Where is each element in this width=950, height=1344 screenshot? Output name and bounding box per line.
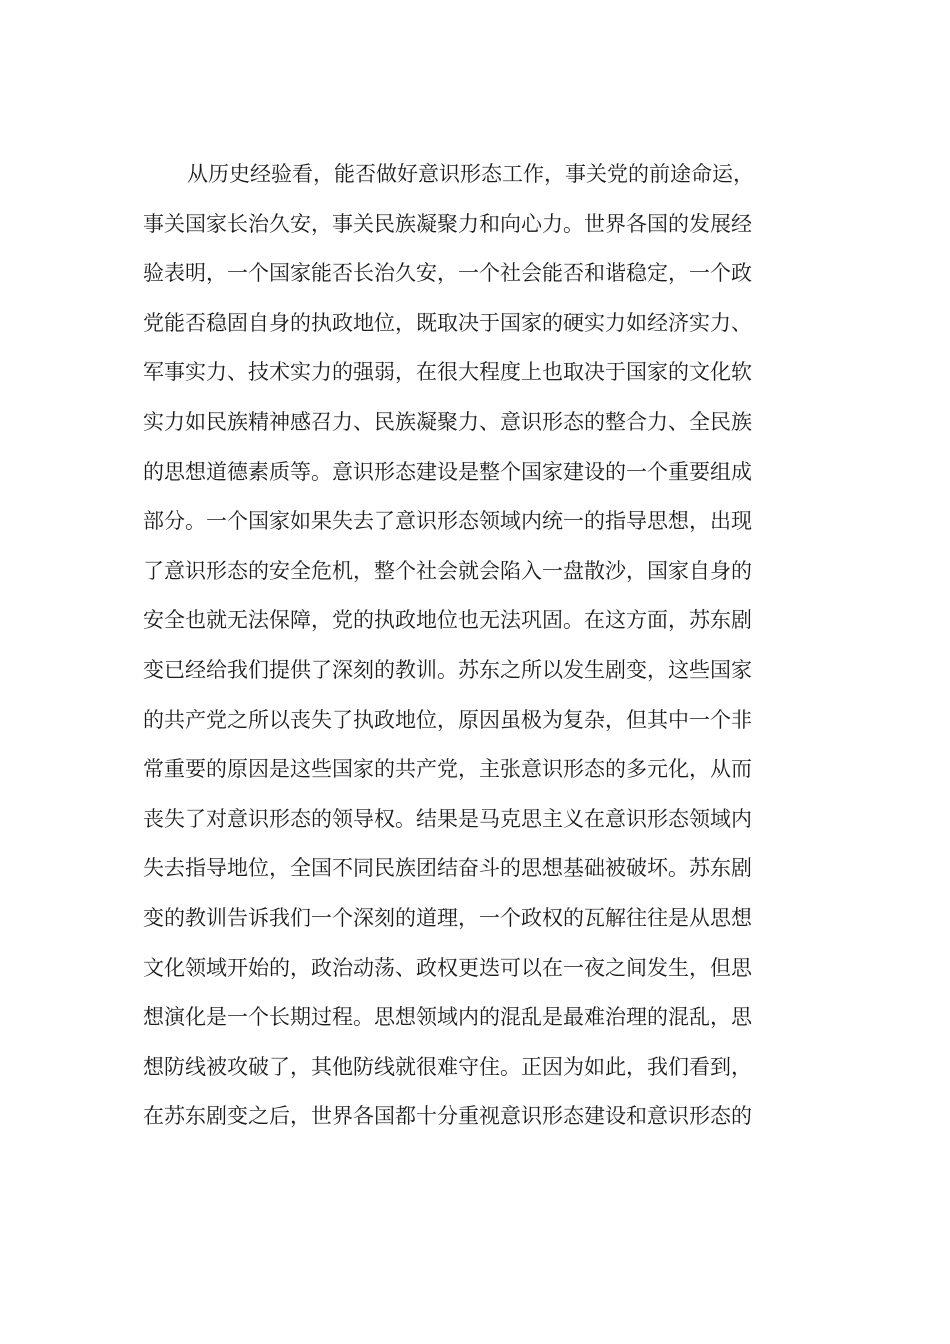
paragraph-line: 军事实力、技术实力的强弱，在很大程度上也取决于国家的文化软 — [143, 360, 752, 385]
paragraph-line: 部分。一个国家如果失去了意识形态领域内统一的指导思想，出现 — [143, 509, 752, 534]
paragraph-line: 丧失了对意识形态的领导权。结果是马克思主义在意识形态领域内 — [143, 806, 752, 831]
paragraph-line: 变已经给我们提供了深刻的教训。苏东之所以发生剧变，这些国家 — [143, 657, 752, 682]
paragraph-line: 在苏东剧变之后，世界各国都十分重视意识形态建设和意识形态的 — [143, 1104, 752, 1129]
paragraph-line: 想防线被攻破了，其他防线就很难守住。正因为如此，我们看到， — [143, 1054, 752, 1079]
body-paragraph — [143, 150, 803, 1142]
paragraph-line: 实力如民族精神感召力、民族凝聚力、意识形态的整合力、全民族 — [143, 409, 752, 434]
paragraph-line: 安全也就无法保障，党的执政地位也无法巩固。在这方面，苏东剧 — [143, 608, 752, 633]
paragraph-line: 常重要的原因是这些国家的共产党，主张意识形态的多元化，从而 — [143, 757, 752, 782]
paragraph-line: 从历史经验看，能否做好意识形态工作，事关党的前途命运， — [187, 162, 754, 186]
paragraph-line: 文化领域开始的，政治动荡、政权更迭可以在一夜之间发生，但思 — [143, 955, 752, 980]
paragraph-line: 验表明，一个国家能否长治久安，一个社会能否和谐稳定，一个政 — [143, 261, 752, 286]
paragraph-line: 的思想道德素质等。意识形态建设是整个国家建设的一个重要组成 — [143, 459, 752, 484]
paragraph-line: 了意识形态的安全危机，整个社会就会陷入一盘散沙，国家自身的 — [143, 558, 752, 583]
paragraph-line: 想演化是一个长期过程。思想领域内的混乱是最难治理的混乱，思 — [143, 1005, 752, 1030]
paragraph-line: 党能否稳固自身的执政地位，既取决于国家的硬实力如经济实力、 — [143, 310, 752, 335]
paragraph-line: 的共产党之所以丧失了执政地位，原因虽极为复杂，但其中一个非 — [143, 707, 752, 732]
paragraph-line: 变的教训告诉我们一个深刻的道理，一个政权的瓦解往往是从思想 — [143, 905, 752, 930]
paragraph-line: 事关国家长治久安，事关民族凝聚力和向心力。世界各国的发展经 — [143, 211, 752, 236]
paragraph-line: 失去指导地位，全国不同民族团结奋斗的思想基础被破坏。苏东剧 — [143, 856, 752, 881]
